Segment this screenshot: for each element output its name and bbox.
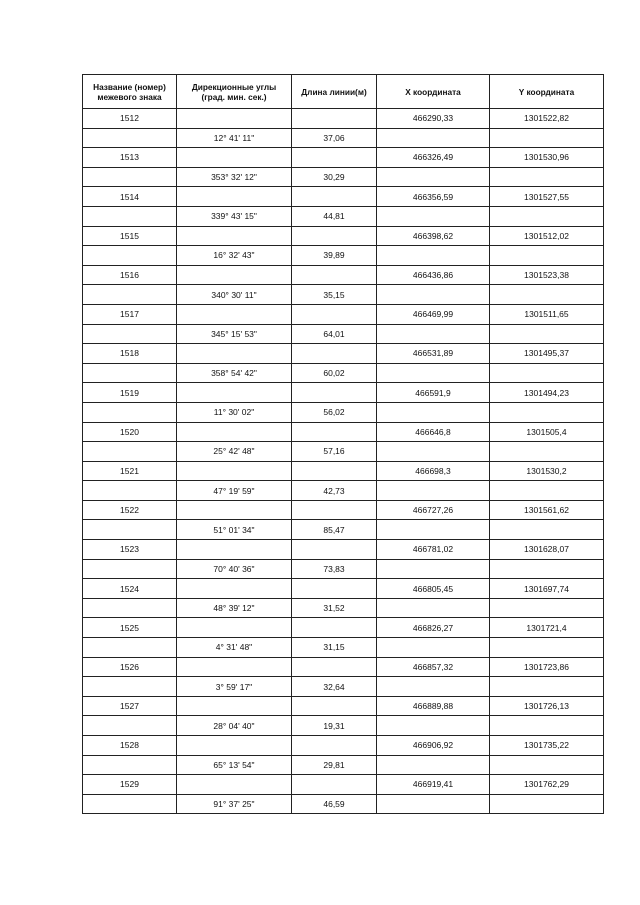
line-length-cell: 60,02 — [292, 363, 377, 383]
empty-y-cell — [490, 246, 604, 266]
empty-y-cell — [490, 520, 604, 540]
table-row-segment — [83, 128, 604, 148]
boundary-sign-cell: 1526 — [83, 657, 177, 677]
empty-y-cell — [490, 716, 604, 736]
empty-y-cell — [490, 128, 604, 148]
empty-angle-cell — [177, 187, 292, 207]
empty-length-cell — [292, 696, 377, 716]
x-coordinate-cell: 466591,9 — [377, 383, 490, 403]
header-x-coordinate: X координата — [377, 75, 490, 109]
boundary-sign-cell: 1519 — [83, 383, 177, 403]
x-coordinate-cell: 466857,32 — [377, 657, 490, 677]
empty-length-cell — [292, 187, 377, 207]
table-row-segment — [83, 285, 604, 305]
empty-x-cell — [377, 677, 490, 697]
empty-angle-cell — [177, 736, 292, 756]
table-row-point — [83, 148, 604, 168]
empty-x-cell — [377, 755, 490, 775]
empty-y-cell — [490, 324, 604, 344]
header-line-length: Длина линии(м) — [292, 75, 377, 109]
table-row-segment — [83, 442, 604, 462]
boundary-sign-cell: 1515 — [83, 226, 177, 246]
empty-y-cell — [490, 285, 604, 305]
empty-y-cell — [490, 677, 604, 697]
empty-angle-cell — [177, 422, 292, 442]
boundary-sign-cell: 1518 — [83, 344, 177, 364]
direction-angle-cell: 16° 32' 43" — [177, 246, 292, 266]
empty-y-cell — [490, 167, 604, 187]
table-row-segment — [83, 559, 604, 579]
empty-length-cell — [292, 304, 377, 324]
empty-length-cell — [292, 109, 377, 129]
direction-angle-cell: 11° 30' 02" — [177, 402, 292, 422]
line-length-cell: 85,47 — [292, 520, 377, 540]
line-length-cell: 57,16 — [292, 442, 377, 462]
empty-x-cell — [377, 285, 490, 305]
x-coordinate-cell: 466531,89 — [377, 344, 490, 364]
table-row-segment — [83, 324, 604, 344]
table-row-point — [83, 422, 604, 442]
table-row-point — [83, 775, 604, 795]
direction-angle-cell: 65° 13' 54" — [177, 755, 292, 775]
empty-x-cell — [377, 167, 490, 187]
direction-angle-cell: 25° 42' 48" — [177, 442, 292, 462]
empty-x-cell — [377, 246, 490, 266]
table-row-point — [83, 187, 604, 207]
boundary-sign-cell: 1522 — [83, 500, 177, 520]
empty-sign-cell — [83, 167, 177, 187]
empty-y-cell — [490, 598, 604, 618]
direction-angle-cell: 358° 54' 42" — [177, 363, 292, 383]
header-y-coordinate: Y координата — [490, 75, 604, 109]
line-length-cell: 32,64 — [292, 677, 377, 697]
direction-angle-cell: 4° 31' 48" — [177, 638, 292, 658]
empty-angle-cell — [177, 500, 292, 520]
boundary-sign-cell: 1525 — [83, 618, 177, 638]
empty-x-cell — [377, 598, 490, 618]
x-coordinate-cell: 466781,02 — [377, 540, 490, 560]
boundary-sign-cell: 1520 — [83, 422, 177, 442]
empty-angle-cell — [177, 148, 292, 168]
empty-sign-cell — [83, 128, 177, 148]
line-length-cell: 46,59 — [292, 794, 377, 814]
table-row-point — [83, 579, 604, 599]
line-length-cell: 31,52 — [292, 598, 377, 618]
table-row-segment — [83, 167, 604, 187]
direction-angle-cell: 353° 32' 12" — [177, 167, 292, 187]
table-row-point — [83, 696, 604, 716]
empty-length-cell — [292, 226, 377, 246]
empty-angle-cell — [177, 696, 292, 716]
y-coordinate-cell: 1301505,4 — [490, 422, 604, 442]
table-row-segment — [83, 520, 604, 540]
empty-length-cell — [292, 422, 377, 442]
y-coordinate-cell: 1301721,4 — [490, 618, 604, 638]
boundary-sign-cell: 1514 — [83, 187, 177, 207]
direction-angle-cell: 47° 19' 59" — [177, 481, 292, 501]
direction-angle-cell: 28° 04' 40" — [177, 716, 292, 736]
empty-angle-cell — [177, 540, 292, 560]
empty-length-cell — [292, 383, 377, 403]
line-length-cell: 30,29 — [292, 167, 377, 187]
x-coordinate-cell: 466826,27 — [377, 618, 490, 638]
line-length-cell: 35,15 — [292, 285, 377, 305]
y-coordinate-cell: 1301512,02 — [490, 226, 604, 246]
table-header-row — [83, 75, 604, 109]
empty-angle-cell — [177, 304, 292, 324]
empty-sign-cell — [83, 638, 177, 658]
table-row-point — [83, 109, 604, 129]
x-coordinate-cell: 466698,3 — [377, 461, 490, 481]
empty-length-cell — [292, 461, 377, 481]
empty-x-cell — [377, 559, 490, 579]
y-coordinate-cell: 1301527,55 — [490, 187, 604, 207]
empty-y-cell — [490, 206, 604, 226]
empty-sign-cell — [83, 755, 177, 775]
line-length-cell: 73,83 — [292, 559, 377, 579]
boundary-sign-cell: 1524 — [83, 579, 177, 599]
empty-y-cell — [490, 442, 604, 462]
table-row-segment — [83, 246, 604, 266]
x-coordinate-cell: 466436,86 — [377, 265, 490, 285]
table-row-point — [83, 657, 604, 677]
empty-length-cell — [292, 148, 377, 168]
empty-x-cell — [377, 481, 490, 501]
table-row-point — [83, 618, 604, 638]
table-row-point — [83, 304, 604, 324]
line-length-cell: 29,81 — [292, 755, 377, 775]
x-coordinate-cell: 466469,99 — [377, 304, 490, 324]
header-angle-line1: Дирекционные углы — [191, 81, 277, 92]
table-row-segment — [83, 638, 604, 658]
x-coordinate-cell: 466646,8 — [377, 422, 490, 442]
y-coordinate-cell: 1301494,23 — [490, 383, 604, 403]
x-coordinate-cell: 466326,49 — [377, 148, 490, 168]
y-coordinate-cell: 1301735,22 — [490, 736, 604, 756]
empty-x-cell — [377, 206, 490, 226]
y-coordinate-cell: 1301723,86 — [490, 657, 604, 677]
direction-angle-cell: 345° 15' 53" — [177, 324, 292, 344]
empty-sign-cell — [83, 559, 177, 579]
empty-sign-cell — [83, 677, 177, 697]
table-row-point — [83, 226, 604, 246]
table-row-segment — [83, 481, 604, 501]
empty-sign-cell — [83, 363, 177, 383]
table-row-segment — [83, 206, 604, 226]
line-length-cell: 44,81 — [292, 206, 377, 226]
empty-length-cell — [292, 736, 377, 756]
empty-sign-cell — [83, 285, 177, 305]
table-row-segment — [83, 677, 604, 697]
table-row-point — [83, 461, 604, 481]
empty-x-cell — [377, 363, 490, 383]
empty-y-cell — [490, 481, 604, 501]
boundary-sign-cell: 1523 — [83, 540, 177, 560]
empty-y-cell — [490, 559, 604, 579]
table-row-point — [83, 736, 604, 756]
empty-x-cell — [377, 794, 490, 814]
header-sign-line2: межевого знака — [97, 91, 162, 102]
y-coordinate-cell: 1301522,82 — [490, 109, 604, 129]
x-coordinate-cell: 466356,59 — [377, 187, 490, 207]
empty-y-cell — [490, 363, 604, 383]
x-coordinate-cell: 466906,92 — [377, 736, 490, 756]
empty-sign-cell — [83, 716, 177, 736]
y-coordinate-cell: 1301561,62 — [490, 500, 604, 520]
empty-length-cell — [292, 775, 377, 795]
empty-length-cell — [292, 540, 377, 560]
boundary-coordinates-table — [82, 74, 604, 814]
empty-angle-cell — [177, 109, 292, 129]
empty-angle-cell — [177, 618, 292, 638]
empty-angle-cell — [177, 383, 292, 403]
y-coordinate-cell: 1301511,65 — [490, 304, 604, 324]
empty-angle-cell — [177, 226, 292, 246]
empty-angle-cell — [177, 344, 292, 364]
empty-sign-cell — [83, 324, 177, 344]
table-row-point — [83, 540, 604, 560]
direction-angle-cell: 340° 30' 11" — [177, 285, 292, 305]
line-length-cell: 19,31 — [292, 716, 377, 736]
empty-angle-cell — [177, 579, 292, 599]
empty-length-cell — [292, 657, 377, 677]
y-coordinate-cell: 1301530,96 — [490, 148, 604, 168]
empty-y-cell — [490, 755, 604, 775]
empty-length-cell — [292, 500, 377, 520]
empty-x-cell — [377, 402, 490, 422]
table-row-point — [83, 344, 604, 364]
x-coordinate-cell: 466290,33 — [377, 109, 490, 129]
boundary-sign-cell: 1512 — [83, 109, 177, 129]
direction-angle-cell: 70° 40' 36" — [177, 559, 292, 579]
boundary-sign-cell: 1528 — [83, 736, 177, 756]
table-row-point — [83, 383, 604, 403]
table-row-segment — [83, 755, 604, 775]
x-coordinate-cell: 466398,62 — [377, 226, 490, 246]
empty-x-cell — [377, 716, 490, 736]
empty-sign-cell — [83, 598, 177, 618]
empty-sign-cell — [83, 794, 177, 814]
y-coordinate-cell: 1301628,07 — [490, 540, 604, 560]
table-row-point — [83, 265, 604, 285]
direction-angle-cell: 3° 59' 17" — [177, 677, 292, 697]
line-length-cell: 31,15 — [292, 638, 377, 658]
empty-y-cell — [490, 402, 604, 422]
empty-length-cell — [292, 344, 377, 364]
x-coordinate-cell: 466919,41 — [377, 775, 490, 795]
table-row-segment — [83, 598, 604, 618]
empty-y-cell — [490, 638, 604, 658]
y-coordinate-cell: 1301726,13 — [490, 696, 604, 716]
table-row-segment — [83, 402, 604, 422]
boundary-sign-cell: 1529 — [83, 775, 177, 795]
table-row-segment — [83, 794, 604, 814]
y-coordinate-cell: 1301495,37 — [490, 344, 604, 364]
boundary-sign-cell: 1513 — [83, 148, 177, 168]
direction-angle-cell: 339° 43' 15" — [177, 206, 292, 226]
y-coordinate-cell: 1301523,38 — [490, 265, 604, 285]
line-length-cell: 64,01 — [292, 324, 377, 344]
empty-length-cell — [292, 618, 377, 638]
empty-sign-cell — [83, 520, 177, 540]
boundary-sign-cell: 1516 — [83, 265, 177, 285]
x-coordinate-cell: 466889,88 — [377, 696, 490, 716]
table-row-segment — [83, 363, 604, 383]
header-sign-line1: Название (номер) — [93, 81, 166, 92]
y-coordinate-cell: 1301530,2 — [490, 461, 604, 481]
line-length-cell: 42,73 — [292, 481, 377, 501]
direction-angle-cell: 51° 01' 34" — [177, 520, 292, 540]
empty-sign-cell — [83, 246, 177, 266]
direction-angle-cell: 12° 41' 11" — [177, 128, 292, 148]
empty-angle-cell — [177, 775, 292, 795]
table-row-point — [83, 500, 604, 520]
empty-angle-cell — [177, 265, 292, 285]
line-length-cell: 56,02 — [292, 402, 377, 422]
table-row-segment — [83, 716, 604, 736]
direction-angle-cell: 48° 39' 12" — [177, 598, 292, 618]
y-coordinate-cell: 1301762,29 — [490, 775, 604, 795]
header-angle-line2: (град. мин. сек.) — [201, 91, 267, 102]
boundary-sign-cell: 1521 — [83, 461, 177, 481]
empty-x-cell — [377, 128, 490, 148]
empty-sign-cell — [83, 402, 177, 422]
table-body — [83, 109, 604, 814]
boundary-sign-cell: 1527 — [83, 696, 177, 716]
empty-y-cell — [490, 794, 604, 814]
empty-length-cell — [292, 579, 377, 599]
empty-sign-cell — [83, 206, 177, 226]
x-coordinate-cell: 466805,45 — [377, 579, 490, 599]
boundary-sign-cell: 1517 — [83, 304, 177, 324]
line-length-cell: 37,06 — [292, 128, 377, 148]
y-coordinate-cell: 1301697,74 — [490, 579, 604, 599]
empty-x-cell — [377, 638, 490, 658]
empty-x-cell — [377, 520, 490, 540]
empty-x-cell — [377, 324, 490, 344]
header-direction-angle — [177, 75, 292, 109]
empty-x-cell — [377, 442, 490, 462]
header-boundary-sign — [83, 75, 177, 109]
empty-angle-cell — [177, 461, 292, 481]
x-coordinate-cell: 466727,26 — [377, 500, 490, 520]
empty-sign-cell — [83, 481, 177, 501]
direction-angle-cell: 91° 37' 25" — [177, 794, 292, 814]
empty-sign-cell — [83, 442, 177, 462]
empty-angle-cell — [177, 657, 292, 677]
line-length-cell: 39,89 — [292, 246, 377, 266]
empty-length-cell — [292, 265, 377, 285]
